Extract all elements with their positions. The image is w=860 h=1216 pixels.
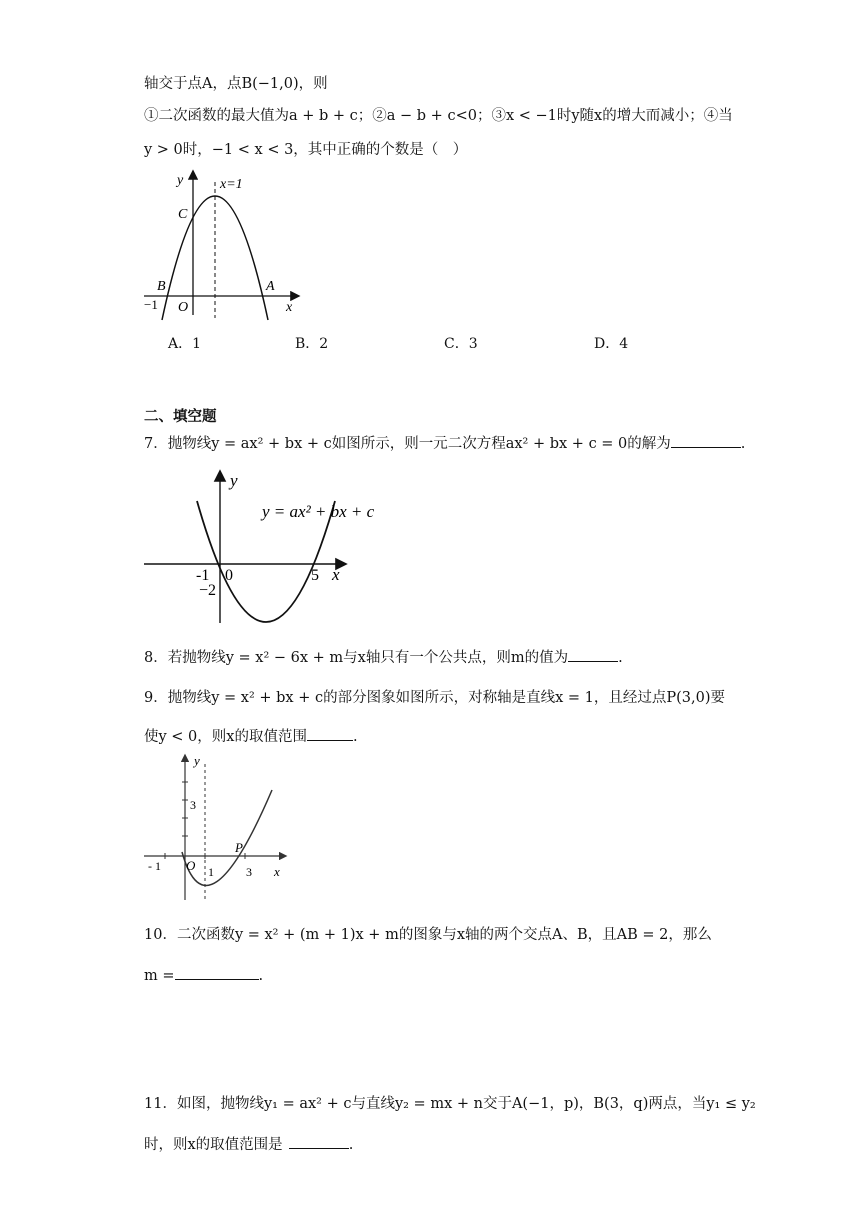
q6-label-o: O (178, 300, 189, 315)
q11-answer-blank (289, 1134, 349, 1149)
q7-line (144, 433, 745, 454)
q9-label-one: 1 (208, 865, 214, 879)
q7-formula: y = ax² + bx + c (262, 502, 375, 521)
q7-label-zero: 0 (225, 567, 233, 584)
q6-line-3: y > 0时，−1 < x < 3，其中正确的个数是（ ） (144, 142, 468, 158)
q9-label-three-x: 3 (246, 865, 252, 879)
q7-label-x: x (332, 565, 340, 584)
q9-answer-blank (307, 726, 353, 741)
q6-label-y: y (177, 173, 184, 188)
q6-label-b: B (157, 279, 166, 294)
q7-label-five: 5 (311, 567, 319, 584)
q6-parabola-graph (140, 170, 310, 320)
q6-line-1: 轴交于点A，点B(−1,0)，则 (144, 76, 328, 92)
q8-text: 8．若抛物线y = x² − 6x + m与x轴只有一个公共点，则m的值为 (144, 650, 569, 666)
q9-label-p: P (235, 840, 243, 855)
q11-line-2 (144, 1134, 353, 1155)
q10-text: m = (144, 968, 175, 984)
q6-label-c: C (178, 207, 188, 222)
q9-label-three-y: 3 (190, 798, 196, 812)
q6-choice-a: A．1 (168, 336, 202, 352)
q7-parabola-graph (140, 468, 380, 628)
q10-end: . (258, 968, 264, 984)
q9-label-x: x (274, 864, 280, 879)
q6-choice-d: D．4 (594, 336, 629, 352)
q6-label-axis: x=1 (220, 177, 243, 192)
q6-choice-c: C．3 (444, 336, 478, 352)
q7-label-y: y (230, 471, 238, 490)
q9-label-o: O (186, 858, 196, 873)
q9-line-2 (144, 726, 358, 747)
q10-answer-blank (175, 965, 259, 980)
q8-line (144, 647, 623, 668)
q8-end: . (618, 650, 623, 666)
q9-label-y: y (194, 753, 200, 768)
q10-line-1: 10．二次函数y = x² + (m + 1)x + m的图象与x轴的两个交点A、B，且AB = 2，那么 (144, 927, 712, 943)
q7-label-neg2: −2 (199, 582, 217, 599)
q6-label-x: x (286, 300, 293, 315)
q7-text: 7．抛物线y = ax² + bx + c如图所示，则一元二次方程ax² + bx + c = 0的解为 (144, 436, 671, 452)
q11-text: 时，则x的取值范围是 (144, 1137, 283, 1153)
q9-label-neg1: - 1 (148, 859, 161, 873)
q7-answer-blank (671, 433, 741, 448)
q9-parabola-graph (142, 752, 292, 902)
section-title: 二、填空题 (144, 409, 217, 425)
q7-label-neg1: -1 (196, 567, 210, 584)
q6-line-2: ①二次函数的最大值为a + b + c；②a − b + c<0；③x < −1时y随x的增大而减小；④当 (144, 108, 733, 124)
q6-label-a: A (266, 279, 275, 294)
q9-text: 使y < 0，则x的取值范围 (144, 729, 307, 745)
q6-choice-b: B．2 (295, 336, 329, 352)
q10-line-2 (144, 965, 263, 986)
q11-line-1: 11．如图，抛物线y₁ = ax² + c与直线y₂ = mx + n交于A(−1，p)，B(3，q)两点，当y₁ ≤ y₂ (144, 1096, 756, 1112)
q7-end: . (740, 436, 746, 452)
q8-answer-blank (568, 647, 618, 662)
q9-end: . (352, 729, 358, 745)
q6-label-neg1: −1 (144, 297, 158, 312)
q11-end: . (348, 1137, 354, 1153)
q9-line-1: 9．抛物线y = x² + bx + c的部分图象如图所示，对称轴是直线x = 1，且经过点P(3,0)要 (144, 690, 725, 706)
